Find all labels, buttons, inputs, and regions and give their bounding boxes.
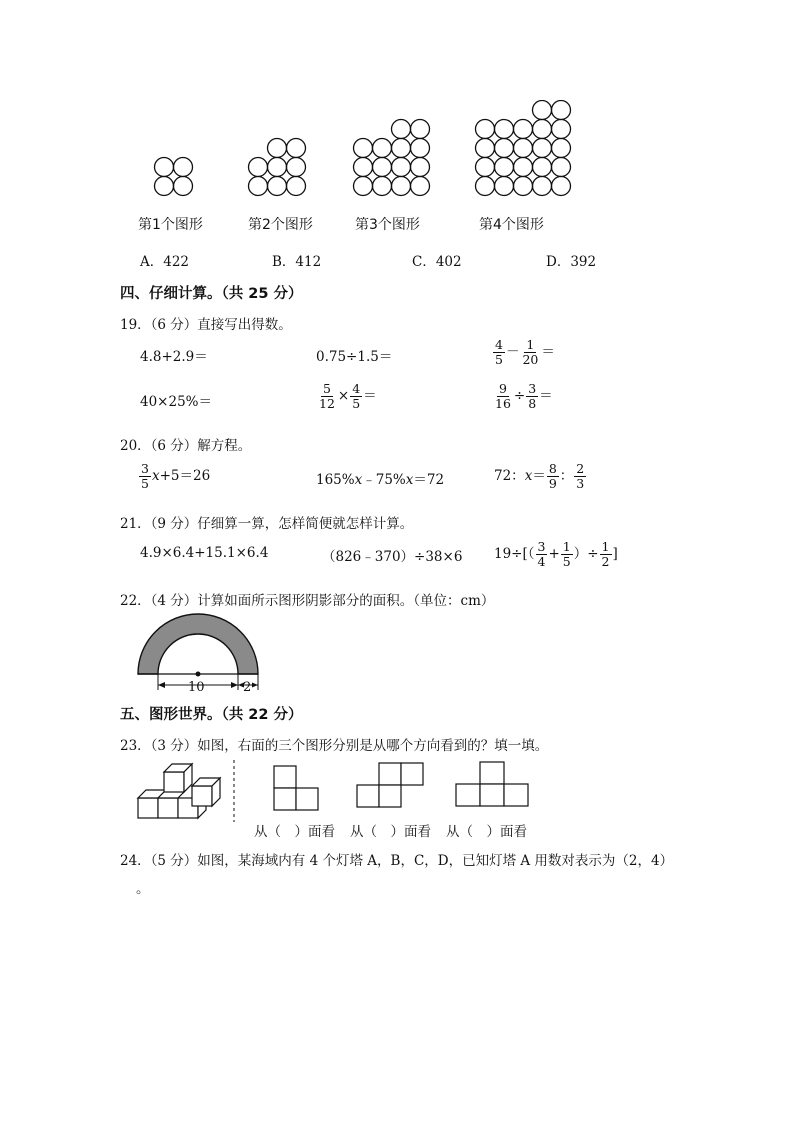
pattern-caption-2: 第2个图形: [248, 217, 313, 233]
circle-fig3: [392, 177, 411, 196]
q19-stem: 19．（6 分）直接写出得数。: [120, 317, 292, 333]
q19-expr-2: 0.75÷1.5＝: [316, 349, 393, 365]
q20-eq-1: $\frac{3}{5}$ x+5＝26: [141, 461, 211, 491]
circle-fig3: [373, 177, 392, 196]
q19-expr-6: $\frac{9}{16}$ ÷ $\frac{3}{8}$ ＝: [495, 381, 553, 411]
circle-fig2: [268, 158, 287, 177]
circle-fig4: [495, 158, 514, 177]
circle-fig3: [392, 139, 411, 158]
option-b: B．412: [272, 254, 322, 270]
view-3: [456, 762, 528, 806]
option-d: D．392: [546, 254, 597, 270]
dim-label-2: 2: [243, 680, 252, 695]
q24-stem: 24．（5 分）如图，某海域内有 4 个灯塔 A，B，C，D，已知灯塔 A 用数对表示为（2，4）: [120, 853, 674, 869]
q21-expr-3: 19÷[（ $\frac{3}{4}$ + $\frac{1}{5}$ ）÷ $\frac{1}{2}$ ]: [494, 539, 618, 569]
circle-fig3: [411, 177, 430, 196]
circle-fig4: [552, 101, 571, 120]
view-label-1: 从（ ）面看: [254, 824, 335, 840]
view-label-3: 从（ ）面看: [446, 824, 527, 840]
view-label-2: 从（ ）面看: [350, 824, 431, 840]
pattern-caption-1: 第1个图形: [138, 217, 203, 233]
circle-fig3: [373, 158, 392, 177]
circle-fig4: [533, 101, 552, 120]
shaded-semi-ring: [138, 614, 258, 674]
circle-fig2: [287, 139, 306, 158]
circle-fig3: [392, 158, 411, 177]
circle-fig3: [411, 139, 430, 158]
circle-fig4: [552, 139, 571, 158]
view-1: [274, 766, 318, 810]
circle-fig1: [174, 177, 193, 196]
circle-fig3: [411, 158, 430, 177]
circle-fig3: [392, 120, 411, 139]
circle-fig4: [514, 177, 533, 196]
section-5-title: 五、图形世界。（共 22 分）: [120, 707, 303, 723]
circle-fig4: [476, 177, 495, 196]
pattern-caption-3: 第3个图形: [355, 217, 420, 233]
circle-fig4: [514, 158, 533, 177]
circle-fig3: [411, 120, 430, 139]
circle-fig3: [354, 158, 373, 177]
q20-eq-2: 165%x﹣75%x＝72: [316, 472, 445, 488]
circle-fig4: [495, 139, 514, 158]
circle-fig2: [249, 158, 268, 177]
circle-fig4: [533, 158, 552, 177]
circle-fig2: [287, 158, 306, 177]
q21-stem: 21．（9 分）仔细算一算，怎样简便就怎样计算。: [120, 516, 414, 532]
q20-stem: 20．（6 分）解方程。: [120, 438, 252, 454]
circle-fig2: [249, 177, 268, 196]
circle-fig4: [533, 120, 552, 139]
q22-stem: 22．（4 分）计算如面所示图形阴影部分的面积。（单位：cm）: [120, 593, 495, 609]
views-figure: [134, 760, 534, 822]
circle-fig3: [373, 139, 392, 158]
q20-eq-3: 72：x＝ $\frac{8}{9}$ ： $\frac{2}{3}$: [494, 461, 585, 491]
q19-expr-4: 40×25%＝: [140, 394, 212, 410]
circle-fig4: [495, 177, 514, 196]
circle-fig4: [552, 158, 571, 177]
circle-fig2: [268, 177, 287, 196]
dim-label-10: 10: [188, 680, 205, 695]
cube-stack: [138, 764, 220, 818]
circle-fig4: [495, 120, 514, 139]
q21-expr-1: 4.9×6.4+15.1×6.4: [140, 545, 269, 561]
circle-fig1: [174, 158, 193, 177]
section-4-title: 四、仔细计算。（共 25 分）: [120, 286, 303, 302]
circle-fig3: [354, 139, 373, 158]
q19-expr-3: $\frac{4}{5}$ － $\frac{1}{20}$ ＝: [495, 337, 555, 367]
circle-fig3: [354, 177, 373, 196]
circle-fig4: [552, 120, 571, 139]
circle-fig4: [533, 139, 552, 158]
view-2: [357, 763, 423, 807]
circle-fig1: [155, 177, 174, 196]
q19-expr-1: 4.8+2.9＝: [140, 349, 208, 365]
circle-fig4: [514, 139, 533, 158]
circle-fig4: [476, 158, 495, 177]
pattern-caption-4: 第4个图形: [479, 217, 544, 233]
circle-fig4: [533, 177, 552, 196]
q19-expr-5: $\frac{5}{12}$ × $\frac{4}{5}$ ＝: [319, 381, 377, 411]
circle-fig4: [552, 177, 571, 196]
option-c: C．402: [412, 254, 462, 270]
circle-fig2: [268, 139, 287, 158]
q23-stem: 23．（3 分）如图，右面的三个图形分别是从哪个方向看到的？填一填。: [120, 738, 549, 754]
circle-fig4: [476, 139, 495, 158]
center-point: [196, 672, 201, 677]
circle-fig4: [476, 120, 495, 139]
circle-fig1: [155, 158, 174, 177]
option-a: A．422: [140, 254, 190, 270]
q24-continuation: 。: [136, 881, 150, 897]
circle-fig2: [287, 177, 306, 196]
circle-fig4: [514, 120, 533, 139]
q21-expr-2: （826﹣370）÷38×6: [322, 549, 463, 565]
